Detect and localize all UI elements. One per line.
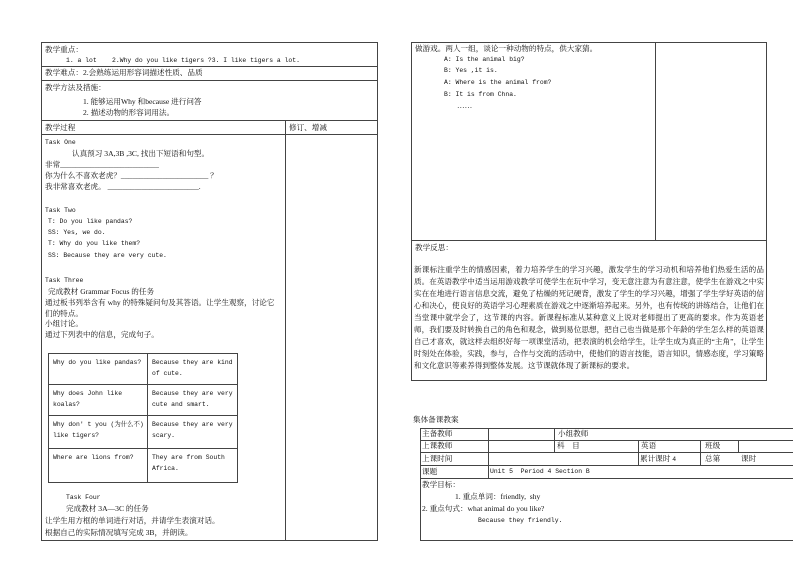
info-table-row-divider [420, 452, 793, 453]
group-plan-title: 集体备课教案 [413, 415, 459, 424]
methods-label: 教学方法及措施： [45, 83, 106, 92]
task-two-dialog-line: SS: Yes, we do. [48, 229, 106, 236]
task-one-instruction: 认真预习 3A,3B ,3C, 找出下短语和句型。 [72, 149, 210, 158]
table-row [49, 385, 238, 416]
table-row [49, 354, 238, 385]
info-table-column-divider [738, 440, 739, 452]
right-table-left-border [411, 42, 412, 380]
task-three-board-work: 通过板书列举含有 why 的特殊疑问句及其答语。让学生观察，讨论它们的特点。 [45, 298, 275, 318]
reflection-paragraph: 新课标注重学生的情感因素，着力培养学生的学习兴趣，激发学生的学习动机和培养他们热爱生活的品质。在英语教学中适当运用游戏教学可使学生在玩中学习，变无意注意为有意注意，使学生在游戏之中实实在在地进行语言信息交流，避免了枯燥的死记硬背，激发了学生的学习兴趣，增强了学生学好英语的信心和决心，使良好的英语学习心理素质在游戏之中逐渐培养起来。另外，也有传统的讲练结合，让他们在当堂课中就学会了，这节课的内容。新课程标准从某种意义上说对老师提出了更高的要求。作为英语老师，我们要及时转换自己的角色和观念，做到易位思想，把自己也当做是那个年龄的学生怎么样的英语课自己才喜欢，就这样去组织好每一项课堂活动，把表演的机会给学生，让学生成为真正的“主角”，让学生时刻处在体验，实践，参与，合作与交流的活动中，使他们的语言技能，语言知识，情感态度，学习策略和文化意识等素养得到整体发展。这节课就体现了新课标的要求。 [414, 265, 764, 370]
task-four-line: 让学生用方框的单词进行对话，并请学生表演对话。 [45, 516, 220, 525]
question-answer-table [48, 353, 238, 483]
process-header: 教学过程 [45, 123, 76, 132]
key-points-label: 教学重点： [45, 45, 83, 54]
info-table-bottom-border [420, 540, 793, 541]
task-three-grammar-focus: 完成教材 Grammar Focus 的任务 [48, 287, 155, 296]
left-table-row-divider [41, 120, 377, 121]
left-table-row-divider [41, 80, 377, 81]
task-two-dialog-line: T: Do you like pandas? [48, 218, 133, 225]
task-three-group-discussion: 小组讨论。 [45, 319, 83, 328]
topic-label: 课题 [422, 467, 438, 476]
method-item: 1. 能够运用Why 和because 进行问答 [83, 97, 202, 106]
total-label: 总第 [705, 454, 721, 463]
game-dialog-line: A: Where is the animal from? [444, 79, 552, 86]
table-question-cell: Where are lions from? [49, 449, 148, 483]
class-time-label: 上课时间 [422, 454, 453, 463]
task-one-title: Task One [45, 139, 76, 146]
right-table-column-divider [655, 42, 656, 240]
right-table-row-divider [411, 240, 766, 241]
game-dialog-line: A: Is the animal big? [444, 56, 525, 63]
game-dialog-line: B: Yes ,it is. [444, 67, 498, 74]
table-question-cell: Why don' t you (为什么不) like tigers? [49, 416, 148, 449]
right-table-top-border [411, 42, 766, 43]
task-four-line: 完成教材 3A—3C 的任务 [66, 504, 149, 513]
task-two-title: Task Two [45, 207, 76, 214]
left-table-bottom-border [41, 540, 377, 541]
info-table-column-divider [554, 428, 555, 452]
task-two-dialog-line: SS: Because they are very cute. [48, 252, 167, 259]
left-table-row-divider [41, 66, 377, 67]
game-intro: 做游戏。两人一组，谈论一种动物的特点，供大家猜。 [415, 44, 598, 53]
game-dialog-ellipsis: …… [457, 101, 473, 110]
left-table-top-border [41, 42, 377, 43]
info-table-column-divider [488, 428, 489, 478]
game-dialog-line: B: It is from Chna. [444, 91, 517, 98]
table-answer-cell: Because they are very scary. [148, 416, 238, 449]
key-points-content: 1. a lot 2.Why do you like tigers ?3. I like tigers a lot. [66, 57, 300, 64]
info-table-top-border [420, 428, 793, 429]
class-teacher-label: 上课教师 [422, 441, 453, 450]
table-answer-cell: They are from South Africa. [148, 449, 238, 483]
right-table-bottom-border [411, 380, 766, 381]
group-teacher-label: 小组教师 [558, 429, 589, 438]
difficulty-text: 教学难点：2.会熟练运用形容词描述性质、品质 [45, 68, 203, 77]
task-three-title: Task Three [45, 277, 84, 284]
info-table-column-divider [638, 440, 639, 465]
table-row [49, 416, 238, 449]
task-four-line: 根据自己的实际情况填写完成 3B，并朗读。 [45, 528, 193, 537]
table-answer-cell: Because they are very cute and smart. [148, 385, 238, 416]
objective-item: Because they friendly. [478, 517, 563, 524]
cumulative-periods [640, 454, 676, 465]
info-table-row-divider [420, 478, 793, 479]
method-item: 2. 描述动物的形容词用法。 [83, 108, 175, 117]
task-one-blank: 非常__________________________ [45, 160, 159, 169]
subject-label: 科 目 [557, 441, 580, 450]
cumulative-periods-label: 累计课时 [640, 454, 671, 463]
table-question-cell: Why does John like koalas? [49, 385, 148, 416]
task-four-title: Task Four [66, 494, 101, 501]
lead-teacher-label: 主备教师 [422, 429, 453, 438]
info-table-left-border [420, 428, 421, 540]
objective-item: 2. 重点句式：what animal do you like? [422, 504, 545, 513]
task-two-dialog-line: T: Why do you like them? [48, 240, 141, 247]
revision-header: 修订、增减 [289, 123, 327, 132]
left-table-right-border [377, 42, 378, 541]
table-question-cell: Why do you like pandas? [49, 354, 148, 385]
right-table-right-border [766, 42, 767, 381]
class-label: 班级 [705, 441, 721, 450]
left-table-column-divider [285, 120, 286, 540]
task-one-blank: 你为什么不喜欢老虎？_______________________ ？ [45, 171, 218, 180]
info-table-column-divider [700, 440, 701, 465]
table-answer-cell: Because they are kind of cute. [148, 354, 238, 385]
task-one-blank: 我非常喜欢老虎。 ________________________. [45, 182, 201, 191]
reflection-label: 教学反思： [415, 243, 453, 252]
table-row [49, 449, 238, 483]
period-label: 课时 [741, 454, 757, 463]
task-three-table-instruction: 通过下列表中的信息，完成句子。 [45, 330, 159, 339]
info-table-row-divider [420, 465, 793, 466]
subject-value: 英语 [641, 441, 657, 450]
left-table-left-border [41, 42, 42, 540]
objective-item: 1. 重点单词：friendly, shy [455, 492, 541, 501]
cumulative-periods-value: 4 [672, 456, 677, 463]
topic-value: Unit 5 Period 4 Section B [490, 468, 590, 475]
left-table-row-divider [41, 134, 377, 135]
objectives-label: 教学目标： [422, 480, 460, 489]
